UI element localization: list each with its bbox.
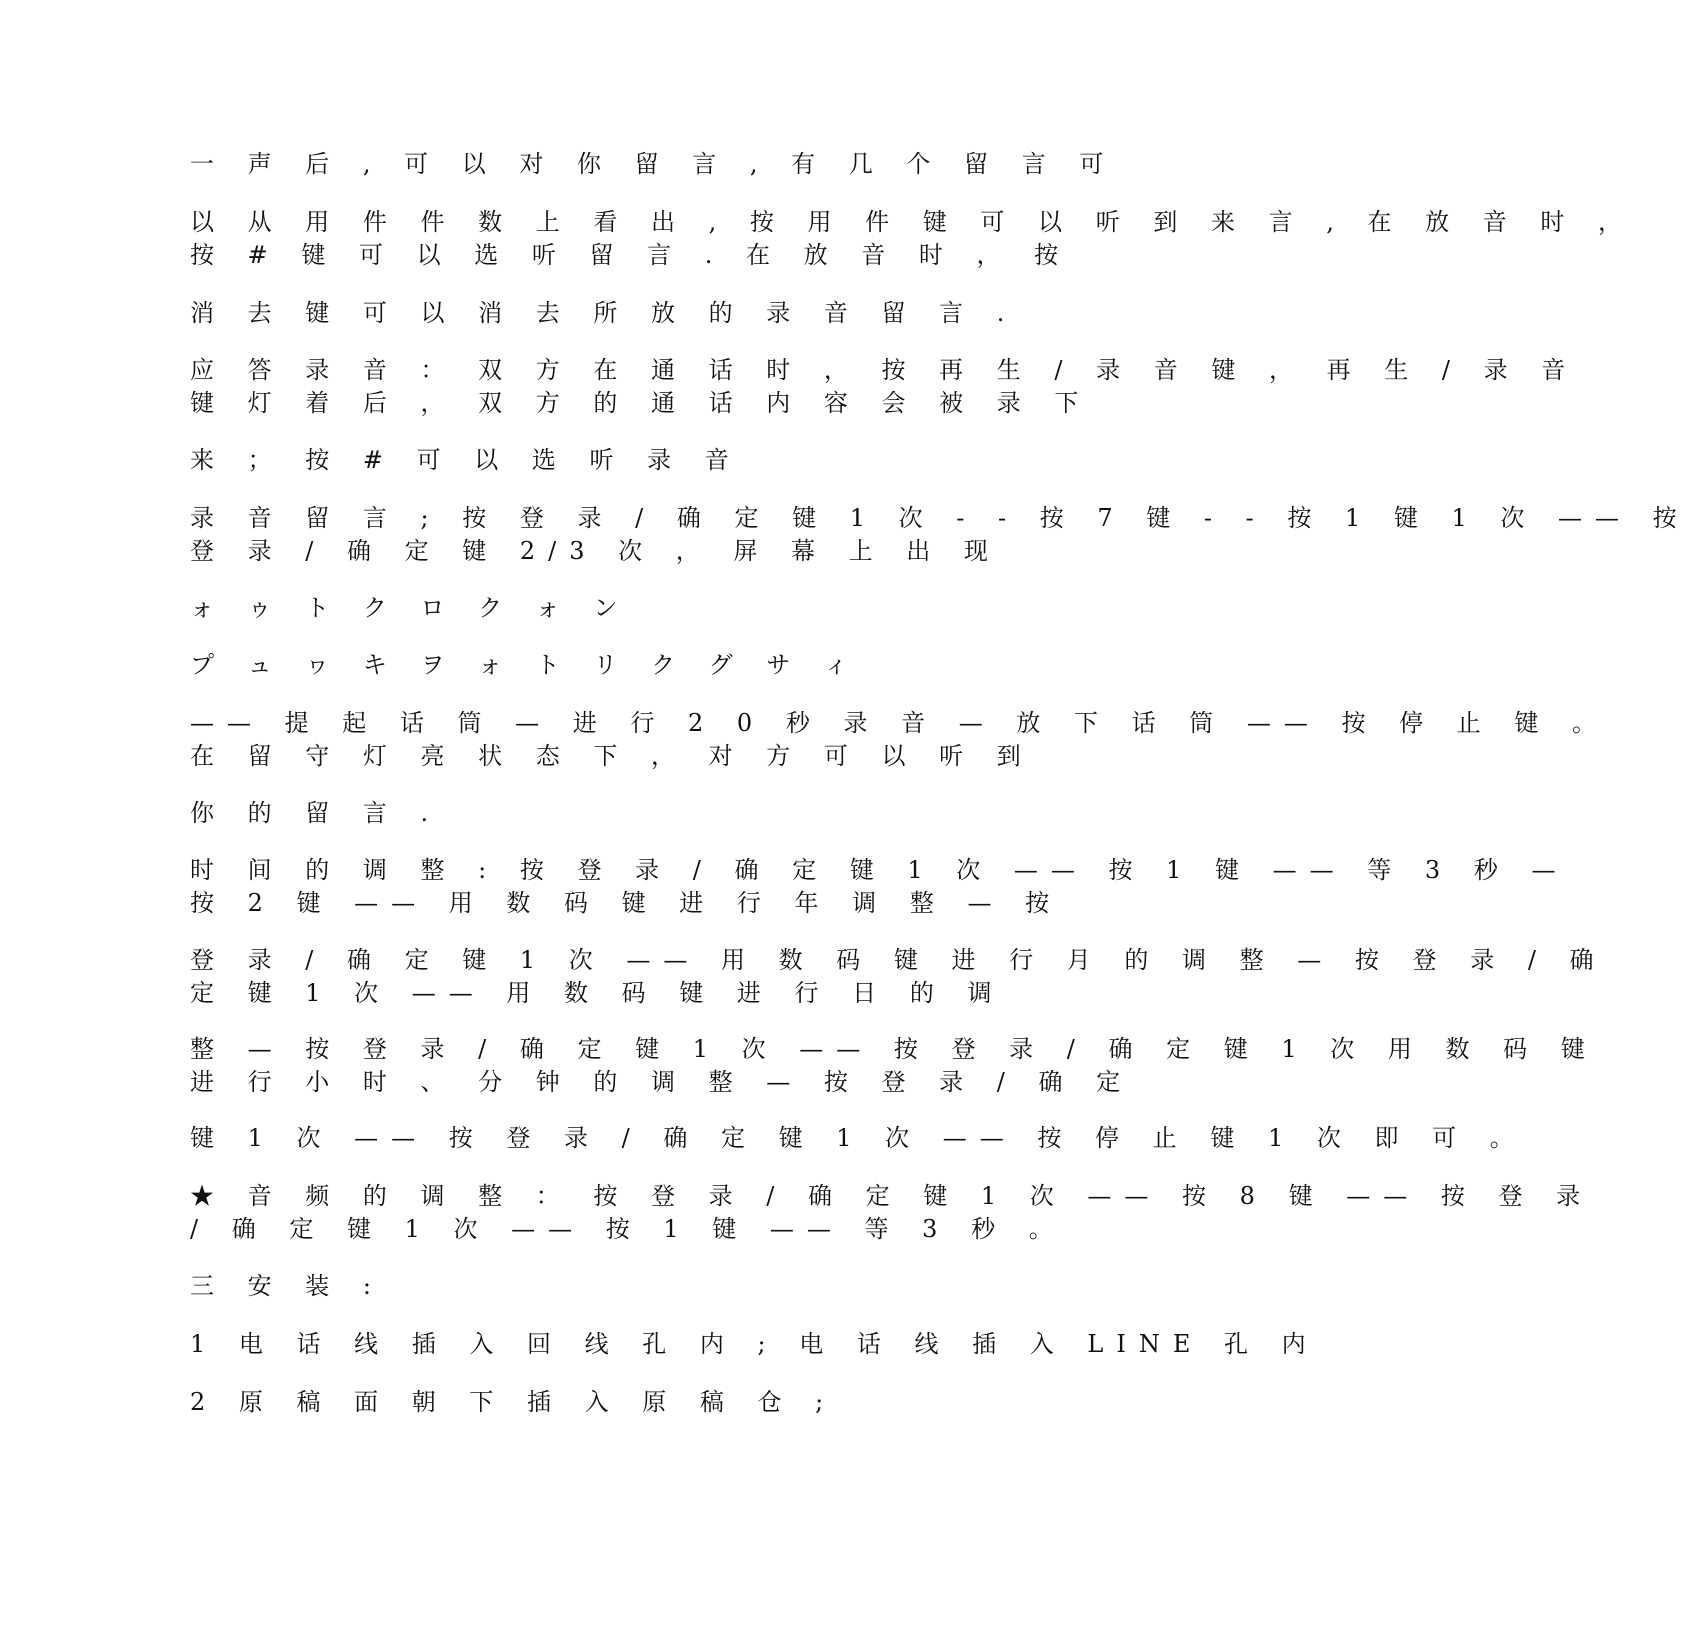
text-line: 键 灯 着 后 ， 双 方 的 通 话 内 容 会 被 录 下 [190, 389, 1092, 417]
text-line: 录 音 留 言 ; 按 登 录 / 确 定 键 1 次 - - 按 7 键 - - 按 1 键 1 次 —— 按 [190, 504, 1690, 532]
text-line: 一 声 后 , 可 以 对 你 留 言 , 有 几 个 留 言 可 [190, 150, 1117, 178]
paragraph-16 [190, 1270, 1110, 1303]
paragraph-9 [190, 707, 1610, 773]
paragraph-12 [190, 944, 1607, 1010]
text-line: 按 2 键 —— 用 数 码 键 进 行 年 调 整 — 按 [190, 889, 1063, 917]
paragraph-8 [190, 649, 1110, 682]
paragraph-17 [190, 1328, 1319, 1361]
text-line: 你 的 留 言 . [190, 799, 442, 827]
text-line: 以 从 用 件 件 数 上 看 出 , 按 用 件 键 可 以 听 到 来 言 , 在 放 音 时 ， [190, 208, 1635, 236]
text-line: 应 答 录 音 ： 双 方 在 通 话 时 ， 按 再 生 / 录 音 键 ， 再 生 / 录 音 [190, 356, 1579, 384]
text-line: 时 间 的 调 整 : 按 登 录 / 确 定 键 1 次 —— 按 1 键 —— 等 3 秒 — [190, 856, 1569, 884]
paragraph-11 [190, 854, 1569, 920]
text-line: 1 电 话 线 插 入 回 线 孔 内 ; 电 话 线 插 入 LINE 孔 内 [190, 1330, 1319, 1358]
paragraph-18 [190, 1386, 1110, 1419]
text-line: 登 录 / 确 定 键 2/3 次 ， 屏 幕 上 出 现 [190, 537, 1001, 565]
paragraph-4 [190, 354, 1579, 420]
text-line: —— 提 起 话 筒 — 进 行 2 0 秒 录 音 — 放 下 话 筒 —— 按 停 止 键 。 [190, 709, 1610, 737]
text-line: 整 — 按 登 录 / 确 定 键 1 次 —— 按 登 录 / 确 定 键 1 次 用 数 码 键 [190, 1035, 1598, 1063]
text-line: 按 # 键 可 以 选 听 留 言 . 在 放 音 时 ， 按 [190, 241, 1072, 269]
text-line: 进 行 小 时 、 分 钟 的 调 整 — 按 登 录 / 确 定 [190, 1068, 1134, 1096]
text-line: 2 原 稿 面 朝 下 插 入 原 稿 仓 ; [190, 1388, 837, 1416]
paragraph-7 [190, 592, 1110, 625]
paragraph-14 [190, 1122, 1527, 1155]
text-line: ォ ゥ ト ク ロ ク ォ ン [190, 594, 631, 622]
text-line: プ ュ ヮ キ ヲ ォ ト リ ク グ サ ィ [190, 651, 861, 679]
text-line: ★ 音 频 的 调 整 ： 按 登 录 / 确 定 键 1 次 —— 按 8 键 —— 按 登 录 [190, 1182, 1594, 1210]
paragraph-5 [190, 444, 1110, 477]
paragraph-10 [190, 797, 1110, 830]
paragraph-2 [190, 206, 1635, 272]
paragraph-13 [190, 1033, 1598, 1099]
text-line: 键 1 次 —— 按 登 录 / 确 定 键 1 次 —— 按 停 止 键 1 次 即 可 。 [190, 1124, 1527, 1152]
paragraph-1 [190, 148, 1117, 181]
text-line: / 确 定 键 1 次 —— 按 1 键 —— 等 3 秒 。 [190, 1215, 1066, 1243]
paragraph-3 [190, 297, 1110, 330]
text-line: 在 留 守 灯 亮 状 态 下 ， 对 方 可 以 听 到 [190, 742, 1034, 770]
text-line: 消 去 键 可 以 消 去 所 放 的 录 音 留 言 . [190, 299, 1018, 327]
paragraph-6 [190, 502, 1690, 568]
text-line: 定 键 1 次 —— 用 数 码 键 进 行 日 的 调 [190, 979, 1005, 1007]
text-line: 登 录 / 确 定 键 1 次 —— 用 数 码 键 进 行 月 的 调 整 — 按 登 录 / 确 [190, 946, 1607, 974]
paragraph-15 [190, 1180, 1594, 1246]
text-line: 三 安 装 : [190, 1272, 384, 1300]
text-line: 来 ； 按 # 可 以 选 听 录 音 [190, 446, 742, 474]
